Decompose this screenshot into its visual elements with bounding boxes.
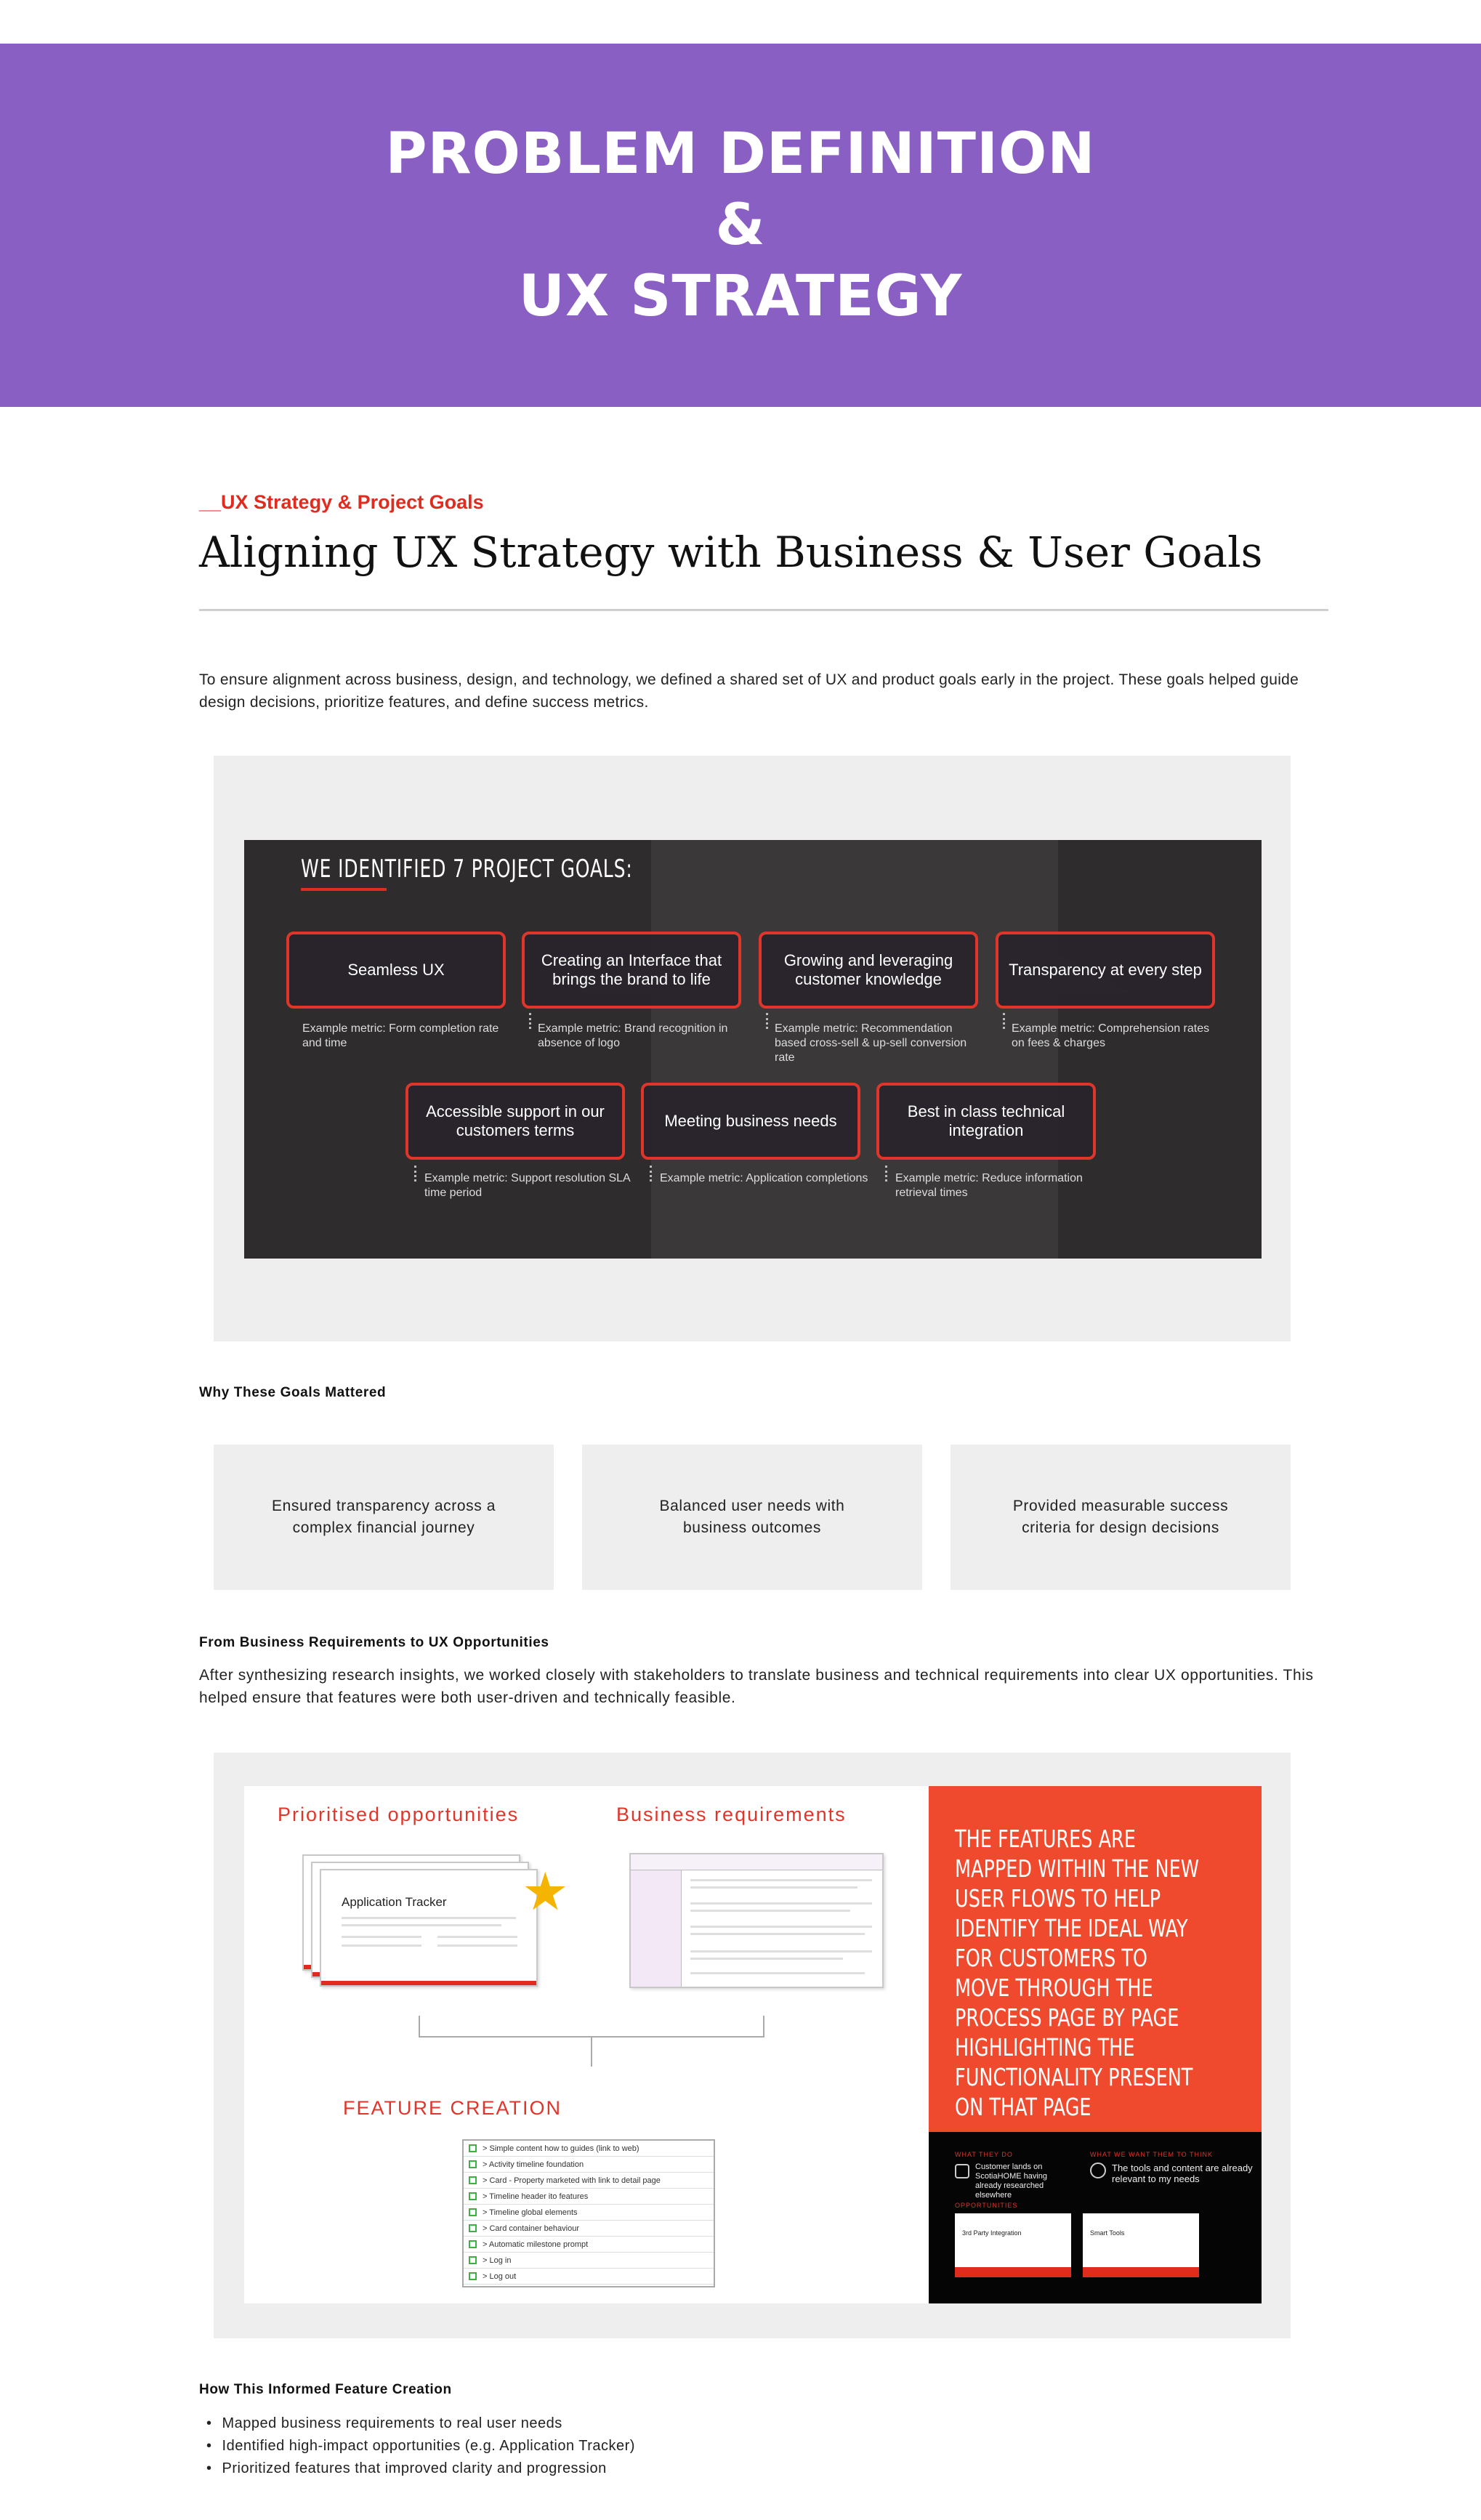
doc-line [342, 1936, 421, 1938]
checkbox-icon [469, 2272, 477, 2280]
card-footer-bar [955, 2267, 1071, 2277]
feature-item: > Automatic milestone prompt [464, 2237, 714, 2253]
goals-slide-title: WE IDENTIFIED 7 PROJECT GOALS: [301, 855, 633, 884]
checkbox-icon [469, 2192, 477, 2200]
doc-line [437, 1936, 517, 1938]
goal-box-2: Creating an Interface that brings the brand to life [522, 932, 741, 1009]
goal-connector-3 [766, 1013, 768, 1029]
goal-box-1: Seamless UX [286, 932, 506, 1009]
what-they-do-text: Customer lands on ScotiaHOME having already researched elsewhere [975, 2162, 1048, 2200]
table-line [690, 1958, 843, 1960]
doc-footer-bar [321, 1981, 536, 1985]
mapping-slide [244, 1786, 1262, 2303]
checkbox-icon [469, 2176, 477, 2184]
doc-title: Application Tracker [342, 1895, 447, 1909]
opportunity-card-2-title: Smart Tools [1090, 2229, 1125, 2237]
why-card-2: Balanced user needs with business outcomes [582, 1445, 922, 1590]
what-we-want-text: The tools and content are already relevant to my needs [1112, 2162, 1253, 2184]
requirements-table [629, 1853, 884, 1988]
goal-connector-7 [885, 1166, 887, 1182]
what-we-want-label: WHAT WE WANT THEM TO THINK [1090, 2151, 1214, 2158]
goal-metric-2: Example metric: Brand recognition in absence of logo [538, 1022, 728, 1049]
goal-metric-5: Example metric: Support resolution SLA time period [424, 1172, 630, 1199]
checkbox-icon [469, 2160, 477, 2168]
goal-box-5: Accessible support in our customers terms [405, 1083, 625, 1160]
opportunity-card-1 [955, 2213, 1071, 2277]
table-line [690, 1926, 872, 1928]
prioritised-heading: Prioritised opportunities [278, 1804, 520, 1825]
why-card-1: Ensured transparency across a complex financial journey [214, 1445, 554, 1590]
card-footer-bar [1083, 2267, 1199, 2277]
hero-banner [0, 44, 1481, 407]
goal-connector-6 [650, 1166, 652, 1182]
checkbox-icon [469, 2240, 477, 2248]
doc-line [342, 1924, 501, 1926]
thinking-icon [1090, 2162, 1106, 2178]
user-flow-panel [929, 2132, 1262, 2303]
goal-box-7: Best in class technical integration [876, 1083, 1096, 1160]
checkbox-icon [469, 2256, 477, 2264]
goal-metric-6: Example metric: Application completions [660, 1172, 868, 1184]
checkbox-icon [469, 2224, 477, 2232]
checkbox-icon [469, 2208, 477, 2216]
opportunity-card-2 [1083, 2213, 1199, 2277]
feature-list [462, 2139, 715, 2287]
goal-metric-4: Example metric: Comprehension rates on fees & charges [1012, 1022, 1210, 1049]
goal-connector-2 [529, 1013, 531, 1029]
feature-item: > Timeline header ito features [464, 2189, 714, 2205]
business-heading: Business requirements [616, 1804, 847, 1825]
table-header-row [631, 1854, 882, 1870]
features-mapped-text: THE FEATURES ARE MAPPED WITHIN THE NEW USER FLOWS TO HELP IDENTIFY THE IDEAL WAY FOR CUSTOMERS TO MOVE THROUGH THE PROCESS PAGE BY PAGE HIGHLIGHTING THE FUNCTIONALITY PRESENT ON THAT PAGE [955, 1825, 1199, 2121]
requirements-text: After synthesizing research insights, we worked closely with stakeholders to translate business and technical requirements into clear UX opportunities. This helped ensure that features were both user-driven and technically feasible. [199, 1667, 1314, 1706]
table-line [690, 1902, 872, 1905]
opportunities-label: OPPORTUNITIES [955, 2202, 1018, 2209]
checkbox-icon [469, 2144, 477, 2152]
informed-heading: How This Informed Feature Creation [199, 2382, 452, 2397]
table-line [690, 1972, 865, 1974]
hero-line-3: UX STRATEGY [518, 264, 963, 329]
hero-line-1: PROBLEM DEFINITION [385, 121, 1096, 187]
feature-item: > Activity timeline foundation [464, 2157, 714, 2173]
feature-item: > Simple content how to guides (link to web) [464, 2141, 714, 2157]
features-mapped-panel [929, 1786, 1262, 2132]
goal-connector-4 [1003, 1013, 1005, 1029]
hand-icon [955, 2164, 969, 2178]
table-line [690, 1910, 850, 1912]
title-underline [301, 888, 387, 891]
goal-box-3: Growing and leveraging customer knowledge [759, 932, 978, 1009]
goal-box-4: Transparency at every step [996, 932, 1215, 1009]
goal-metric-3: Example metric: Recommendation based cross-sell & up-sell conversion rate [775, 1022, 967, 1064]
list-item: • Identified high-impact opportunities (e.g. Application Tracker) [206, 2435, 635, 2458]
section-eyebrow: __UX Strategy & Project Goals [199, 491, 484, 513]
feature-item: > Timeline global elements [464, 2205, 714, 2221]
list-item: • Mapped business requirements to real user needs [206, 2412, 635, 2435]
hero-line-2: & [715, 193, 766, 258]
goal-metric-7: Example metric: Reduce information retrieval times [895, 1172, 1083, 1199]
goal-metric-1: Example metric: Form completion rate and time [302, 1022, 499, 1049]
feature-creation-heading: FEATURE CREATION [343, 2097, 562, 2119]
table-line [690, 1933, 865, 1935]
table-side-column [631, 1854, 682, 1987]
feature-item: > Card container behaviour [464, 2221, 714, 2237]
section-intro: To ensure alignment across business, design, and technology, we defined a shared set of UX and product goals early in the project. These goals helped guide design decisions, prioritize features, and define success metrics. [199, 671, 1299, 711]
doc-line [342, 1917, 516, 1919]
application-tracker-doc [320, 1869, 538, 1987]
goal-connector-5 [414, 1166, 416, 1182]
list-item: • Prioritized features that improved clarity and progression [206, 2458, 635, 2480]
merge-bracket-stem [591, 2038, 592, 2067]
feature-item: > Card - Property marketed with link to detail page [464, 2173, 714, 2189]
doc-line [342, 1944, 421, 1947]
what-they-do-label: WHAT THEY DO [955, 2151, 1013, 2158]
section-divider [199, 609, 1328, 611]
table-line [690, 1886, 857, 1889]
informed-list [206, 2412, 635, 2480]
merge-bracket [419, 2016, 764, 2038]
goals-slide [244, 840, 1262, 1259]
goal-box-6: Meeting business needs [641, 1083, 860, 1160]
feature-item: > Log in [464, 2253, 714, 2269]
doc-line [437, 1944, 517, 1947]
opportunity-card-1-title: 3rd Party Integration [962, 2229, 1022, 2237]
requirements-heading: From Business Requirements to UX Opportunities [199, 1635, 549, 1650]
why-card-3: Provided measurable success criteria for design decisions [951, 1445, 1291, 1590]
hero-title [385, 118, 1095, 332]
table-line [690, 1879, 872, 1881]
star-icon: ★ [522, 1863, 569, 1921]
why-heading: Why These Goals Mattered [199, 1385, 387, 1400]
section-title: Aligning UX Strategy with Business & User Goals [199, 528, 1263, 577]
table-line [690, 1950, 872, 1952]
feature-item: > Log out [464, 2269, 714, 2285]
